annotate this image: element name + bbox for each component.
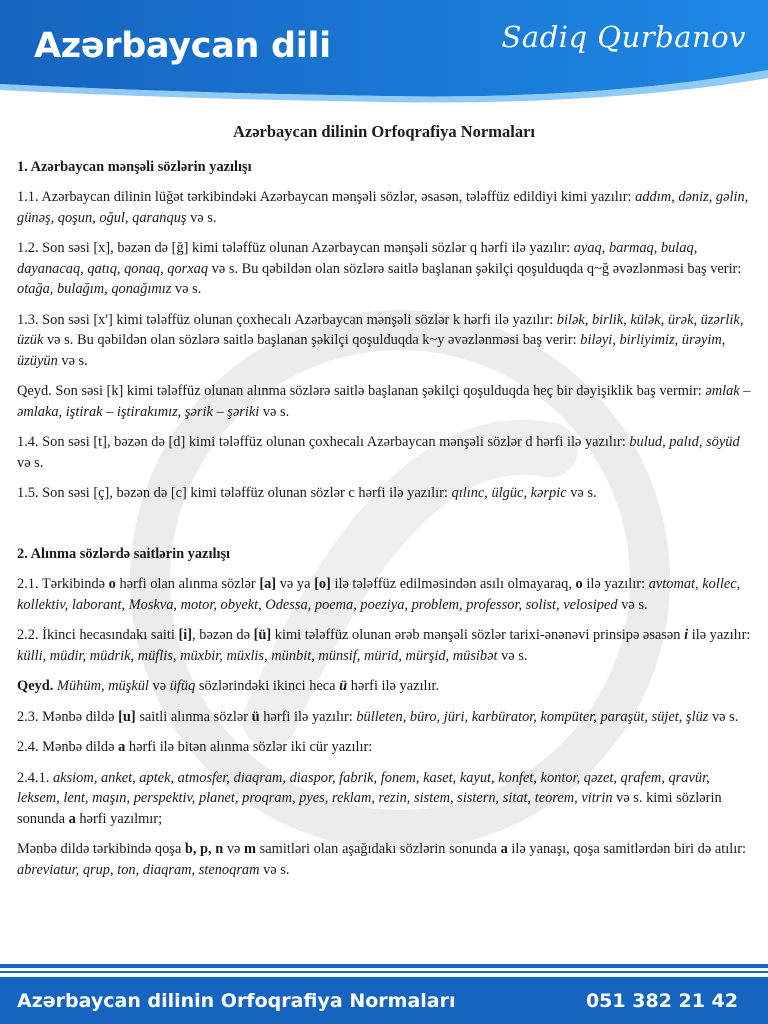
paragraph-2-4: 2.4. Mənbə dildə a hərfi ilə bitən alınma sözlər iki cür yazılır: bbox=[17, 739, 373, 755]
paragraph-2-4-1: 2.4.1. aksiom, anket, aptek, atmosfer, diaqram, diaspor, fabrik, fonem, kaset, kayut, konfet, kontor, qəzet, qrafem, qravür, leksem, lent, maşın, perspektiv, planet, proqram, pyes, reklam, rezin, sistem, sistern, sitat, teorem, vitrin və s. kimi sözlərin sonunda a hərfi yazılmır; bbox=[17, 769, 722, 827]
paragraph-2-2: 2.2. İkinci hecasındakı saiti [i], bəzən də [ü] kimi tələffüz olunan ərəb mənşəli sözlər tarixi-ənənəvi prinsipə əsasən i ilə yazılır: külli, müdir, müdrik, müflis, müxbir, müxlis, münbit, münsif, mürid, mürşid, müsibət və s. bbox=[17, 627, 751, 664]
header-title: Azərbaycan dili bbox=[34, 26, 331, 66]
page-footer bbox=[0, 977, 768, 1024]
paragraph-1-3: 1.3. Son səsi [x'] kimi tələffüz olunan çoxhecalı Azərbaycan mənşəli sözlər k hərfi ilə yazılır: bilək, birlik, külək, ürək, üzərlik, üzük və s. Bu qəbildən olan sözlərə saitlə başlanan şəkilçi qoşulduqda k~y əvəzlənməsi baş verir: biləyi, birliyimiz, ürəyim, üzüyün və s. bbox=[17, 311, 744, 369]
qeyd-paragraph: Qeyd. Mühüm, müşkül və üfüq sözlərindəki ikinci heca ü hərfi ilə yazılır. bbox=[17, 678, 440, 694]
note-paragraph: Qeyd. Son səsi [k] kimi tələffüz olunan alınma sözlərə saitlə başlanan şəkilçi qoşulduqda heç bir dəyişiklik baş vermir: əmlak – əmlaka, iştirak – iştirakımız, şərik – şəriki və s. bbox=[17, 383, 751, 420]
footer-title: Azərbaycan dilinin Orfoqrafiya Normaları bbox=[17, 990, 456, 1012]
document-body bbox=[17, 122, 751, 890]
header-author: Sadiq Qurbanov bbox=[501, 20, 746, 54]
document-title: Azərbaycan dilinin Orfoqrafiya Normaları bbox=[232, 122, 535, 141]
paragraph-2-1: 2.1. Tərkibində o hərfi olan alınma sözlər [a] və ya [o] ilə tələffüz edilməsindən asılı olmayaraq, o ilə yazılır: avtomat, kollec, kollektiv, laborant, Moskva, motor, obyekt, Odessa, poema, poeziya, problem, professor, solist, velosiped və s. bbox=[17, 576, 741, 613]
footer-phone: 051 382 21 42 bbox=[585, 990, 738, 1012]
footer-divider-lines bbox=[0, 964, 768, 978]
page-header bbox=[0, 0, 768, 104]
section-2-heading: 2. Alınma sözlərdə saitlərin yazılışı bbox=[17, 545, 231, 562]
paragraph-1-4: 1.4. Son səsi [t], bəzən də [d] kimi tələffüz olunan çoxhecalı Azərbaycan mənşəli sözlər d hərfi ilə yazılır: bulud, palıd, söyüd və s. bbox=[17, 434, 740, 471]
paragraph-1-2: 1.2. Son səsi [x], bəzən də [ğ] kimi tələffüz olunan Azərbaycan mənşəli sözlər q hərfi ilə yazılır: ayaq, barmaq, bulaq, dayanacaq, qatıq, qonaq, qorxaq və s. Bu qəbildən olan sözlərə saitlə başlanan şəkilçi qoşulduqda q~ğ əvəzlənməsi baş verir: otağa, bulağım, qonağımız və s. bbox=[17, 240, 742, 297]
section-1-heading: 1. Azərbaycan mənşəli sözlərin yazılışı bbox=[17, 158, 252, 175]
paragraph-1-5: 1.5. Son səsi [ç], bəzən də [c] kimi tələffüz olunan sözlər c hərfi ilə yazılır: qılınc, ülgüc, kərpic və s. bbox=[17, 485, 597, 501]
paragraph-2-3: 2.3. Mənbə dildə [u] saitli alınma sözlər ü hərfi ilə yazılır: bülleten, büro, jüri, karbürator, kompüter, paraşüt, süjet, şlüz və s. bbox=[17, 708, 739, 725]
paragraph-1-1: 1.1. Azərbaycan dilinin lüğət tərkibindəki Azərbaycan mənşəli sözlər, əsasən, tələffüz edildiyi kimi yazılır: addım, dəniz, gəlin, günəş, qoşun, oğul, qaranquş və s. bbox=[17, 189, 749, 226]
paragraph-2-4-2: Mənbə dildə tərkibində qoşa b, p, n və m samitləri olan aşağıdakı sözlərin sonunda a ilə yanaşı, qoşa samitlərdən biri də atılır: abreviatur, qrup, ton, diaqram, stenoqram və s. bbox=[17, 841, 747, 878]
